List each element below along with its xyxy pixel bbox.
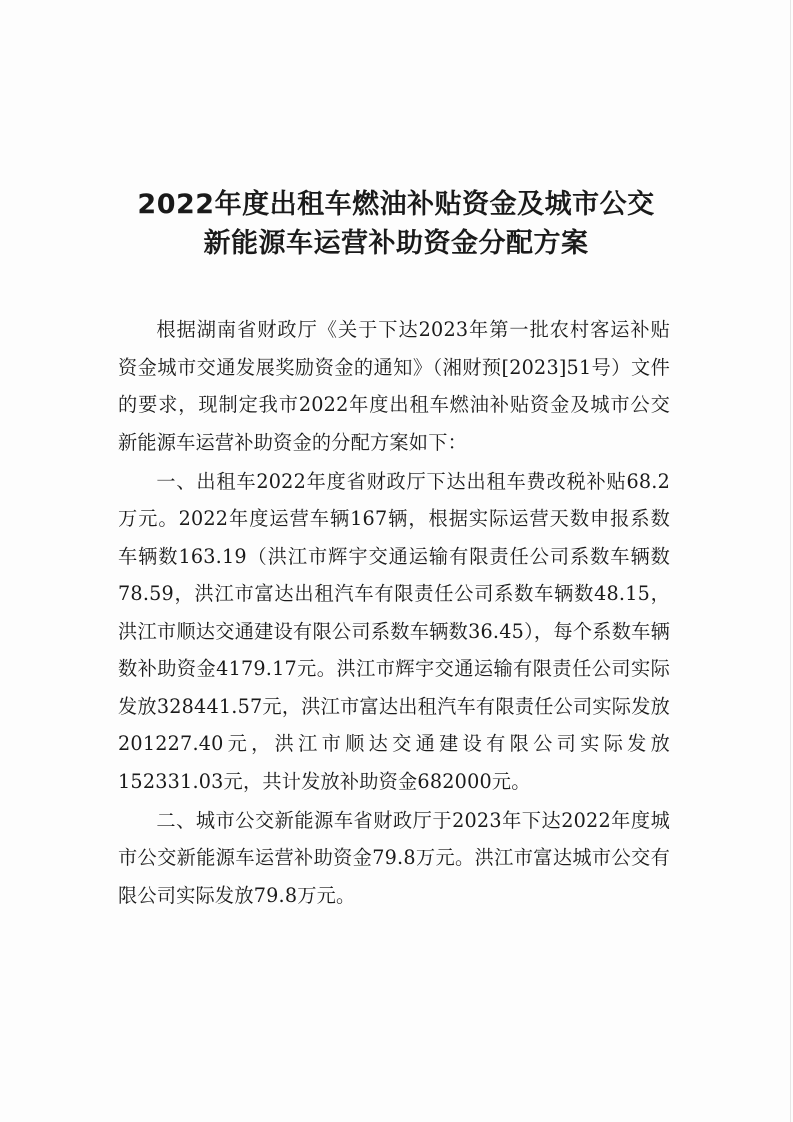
document-body <box>118 311 670 916</box>
intro-paragraph: 根据湖南省财政厅《关于下达2023年第一批农村客运补贴资金城市交通发展奖励资金的通知》（湘财预[2023]51号）文件的要求，现制定我市2022年度出租车燃油补贴资金及城市公交新能源车运营补助资金的分配方案如下： <box>118 318 670 454</box>
taxi-subsidy-paragraph: 一、出租车2022年度省财政厅下达出租车费改税补贴68.2万元。2022年度运营车辆167辆，根据实际运营天数申报系数车辆数163.19（洪江市辉宇交通运输有限责任公司系数车辆数78.59，洪江市富达出租汽车有限责任公司系数车辆数48.15，洪江市顺达交通建设有限公司系数车辆数36.45），每个系数车辆数补助资金4179.17元。洪江市辉宇交通运输有限责任公司实际发放328441.57元，洪江市富达出租汽车有限责任公司实际发放201227.40元，洪江市顺达交通建设有限公司实际发放152331.03元，共计发放补助资金682000元。 <box>118 469 670 793</box>
scan-edge-line <box>790 0 791 1122</box>
document-title-line-2: 新能源车运营补助资金分配方案 <box>203 228 589 259</box>
document-title-line-1: 2022年度出租车燃油补贴资金及城市公交 <box>137 189 655 220</box>
bus-subsidy-paragraph: 二、城市公交新能源车省财政厅于2023年下达2022年度城市公交新能源车运营补助资金79.8万元。洪江市富达城市公交有限公司实际发放79.8万元。 <box>118 808 670 907</box>
